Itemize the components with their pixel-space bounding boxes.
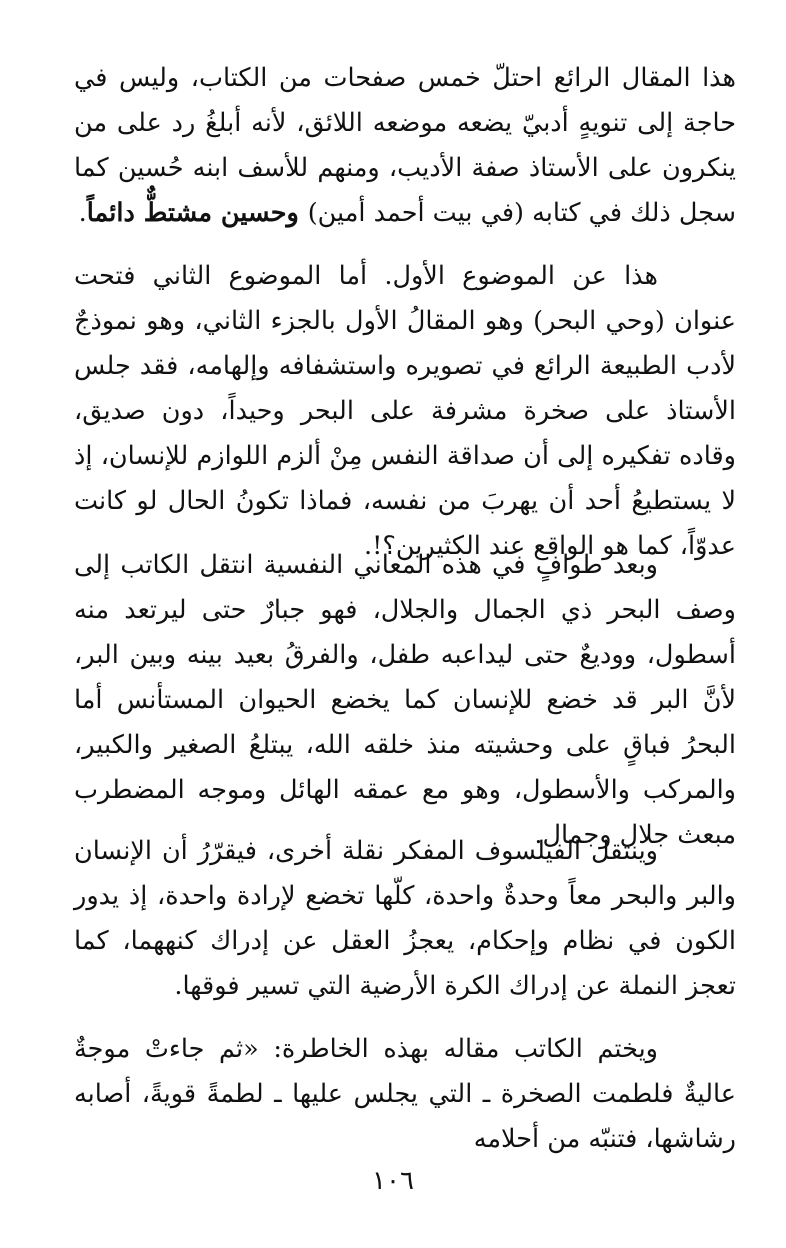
paragraph-4: وينتقل الفيلسوف المفكر نقلة أخرى، فيقرّرُ أن الإنسان والبر والبحر معاً وحدةٌ واحدة، كلّها تخضع لإرادة واحدة، إذ يدور الكون في نظام وإحكام، يعجزُ العقل عن إدراك كنههما، كما تعجز النملة عن إدراك الكرة الأرضية التي تسير فوقها. bbox=[74, 836, 736, 1001]
paragraph-5: ويختم الكاتب مقاله بهذه الخاطرة: «ثم جاءتْ موجةٌ عاليةٌ فلطمت الصخرة ـ التي يجلس عليها ـ لطمةً قويةً، أصابه رشاشها، فتنبّه من أحلامه bbox=[74, 1034, 736, 1154]
paragraph-1-text: هذا المقال الرائع احتلّ خمس صفحات من الكتاب، وليس في حاجة إلى تنويهٍ أدبيّ يضعه موضعه اللائق، لأنه أبلغُ رد على من ينكرون على الأستاذ صفة الأديب، ومنهم للأسف ابنه حُسين كما سجل ذلك في كتابه (في بيت أحمد أمين) bbox=[74, 63, 736, 228]
page-number: ١٠٦ bbox=[372, 1166, 414, 1196]
paragraph-1 bbox=[74, 56, 736, 236]
paragraph-1-end: . bbox=[78, 198, 87, 228]
paragraph-3: وبعد طوافٍ في هذه المعاني النفسية انتقل الكاتب إلى وصف البحر ذي الجمال والجلال، فهو جبارٌ حتى ليرتعد منه أسطول، ووديعٌ حتى ليداعبه طفل، والفرقُ بعيد بينه وبين البر، لأنَّ البر قد خضع للإنسان كما يخضع الحيوان المستأنس أما البحرُ فباقٍ على وحشيته منذ خلقه الله، يبتلعُ الصغير والكبير، والمركب والأسطول، وهو مع عمقه الهائل وموجه المضطرب مبعث جلال وجمال. bbox=[74, 550, 736, 850]
paragraph-2: هذا عن الموضوع الأول. أما الموضوع الثاني فتحت عنوان (وحي البحر) وهو المقالُ الأول بالجزء الثاني، وهو نموذجٌ لأدب الطبيعة الرائع في تصويره واستشفافه وإلهامه، فقد جلس الأستاذ على صخرة مشرفة على البحر وحيداً، دون صديق، وقاده تفكيره إلى أن صداقة النفس مِنْ ألزم اللوازم للإنسان، إذ لا يستطيعُ أحد أن يهربَ من نفسه، فماذا تكونُ الحال لو كانت عدوّاً، كما هو الواقع عند الكثيرين؟!. bbox=[74, 261, 736, 561]
paragraph-1-bold-text: وحسين مشتطٌّ دائماً bbox=[86, 198, 308, 228]
